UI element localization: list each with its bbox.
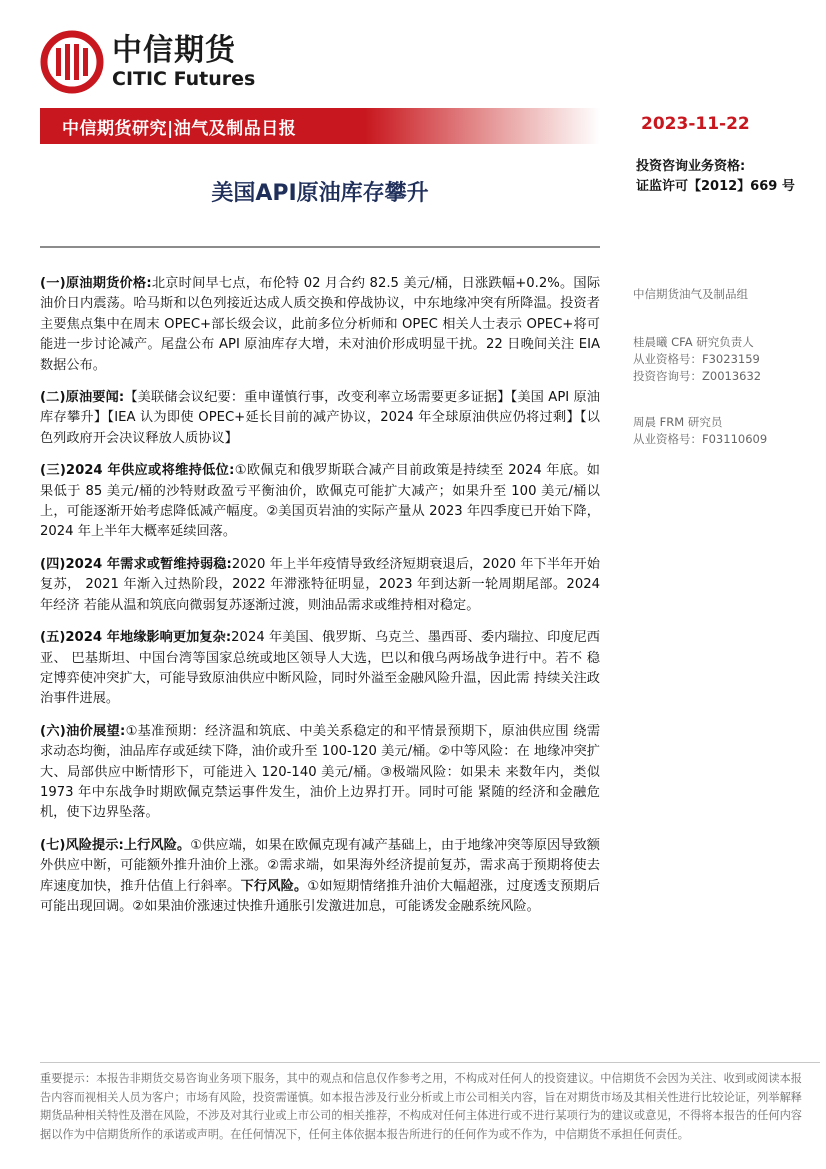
section-heading: (五)2024 年地缘影响更加复杂:: [40, 630, 232, 646]
footer-divider: [40, 1062, 820, 1063]
section-paragraph: [40, 628, 600, 710]
section-heading: (六)油价展望:: [40, 723, 126, 739]
analyst-1-qualification: 从业资格号：F3023159: [633, 352, 760, 366]
section-heading: (二)原油要闻:: [40, 390, 125, 406]
research-team: 中信期货油气及制品组: [633, 287, 748, 301]
section-paragraph: [40, 555, 600, 616]
report-title: 美国API原油库存攀升: [211, 181, 429, 206]
downside-risk-label: 下行风险。: [240, 878, 308, 894]
report-date: 2023-11-22: [641, 114, 750, 134]
section-heading: (三)2024 年供应或将维持低位:: [40, 463, 235, 479]
section-text: 【美联储会议纪要：重申谨慎行事，改变利率立场需要更多证据】【美国 API 原油库存攀升】【IEA 认为即使 OPEC+延长目前的减产协议，2024 年全球原油供应仍将过剩】【以色列政府开会决议释放人质协议】: [40, 390, 600, 446]
analyst-1-name: 桂晨曦 CFA 研究负责人: [633, 335, 754, 349]
risk-paragraph: [40, 836, 600, 918]
section-paragraph: [40, 274, 600, 376]
section-paragraph: [40, 722, 600, 824]
risk-heading: (七)风险提示:: [40, 837, 124, 853]
upside-risk-text: ①供应端，如果在欧佩克现有减产基础上，由于地缘冲突等原因导致额外供应中断，可能额外推升油价上涨。②需求端，如果海外经济提前复苏，需求高于预期将使去库速度加快，推升估值上行斜率。: [40, 837, 600, 894]
analyst-1: [633, 334, 813, 385]
section-text: 2024 年美国、俄罗斯、乌克兰、墨西哥、委内瑞拉、印度尼西亚、 巴基斯坦、中国台湾等国家总统或地区领导人大选，巴以和俄乌两场战争进行中。若不 稳定博弈使冲突扩大，可能导致原油供应中断风险，同时外溢至金融风险升温，因此需 持续关注政治事件进展。: [40, 630, 600, 707]
disclaimer: 重要提示：本报告非期货交易咨询业务项下服务，其中的观点和信息仅作参考之用，不构成对任何人的投资建议。中信期货不会因为关注、收到或阅读本报告内容而视相关人员为客户；市场有风险，投资需谨慎。如本报告涉及行业分析或上市公司相关内容，旨在对期货市场及其相关性进行比较论证，列举解释期货品种相关特性及潜在风险，不涉及对其行业或上市公司的相关推荐，不构成对任何主体进行或不进行某项行为的建议或意见，不得将本报告的任何内容据以作为中信期货所作的承诺或声明。在任何情况下，任何主体依据本报告所进行的任何作为或不作为，中信期货不承担任何责任。: [40, 1072, 802, 1141]
logo-english-name: CITIC Futures: [112, 68, 256, 90]
license-info: [636, 157, 795, 197]
citic-futures-logo: [40, 30, 255, 94]
section-text: ①欧佩克和俄罗斯联合减产目前政策是持续至 2024 年底。如果低于 85 美元/桶的沙特财政盈亏平衡油价，欧佩克可能扩大减产；如果升至 100 美元/桶以上，可能逐渐开始考虑降低减产幅度。②美国页岩油的实际产量从 2023 年四季度已开始下降，2024 年上半年大概率延续回落。: [40, 463, 600, 540]
section-heading: (四)2024 年需求或暂维持弱稳:: [40, 556, 232, 572]
banner-title: 中信期货研究|油气及制品日报: [62, 119, 297, 139]
title-divider: [40, 246, 600, 248]
section-paragraph: [40, 388, 600, 449]
report-body: [40, 274, 600, 929]
section-text: ①基准预期：经济温和筑底、中美关系稳定的和平情景预期下，原油供应围 绕需求动态均衡，油品库存或延续下降，油价或升至 100-120 美元/桶。②中等风险：在 地缘冲突扩大、局部供应中断情形下，可能进入 120-140 美元/桶。③极端风险：如果未 来数年内，类似 1973 年中东战争时期欧佩克禁运事件发生，油价上边界打开。同时可能 紧随的经济和金融危机，使下边界坠落。: [40, 723, 601, 821]
section-text: 2020 年上半年疫情导致经济短期衰退后，2020 年下半年开始复苏， 2021 年渐入过热阶段，2022 年滞涨特征明显，2023 年到达新一轮周期尾部。2024 年经济 若能从温和筑底向微弱复苏逐渐过渡，则油品需求或维持相对稳定。: [40, 556, 600, 613]
license-line-1: 投资咨询业务资格:: [636, 159, 746, 174]
analyst-2-qualification: 从业资格号：F03110609: [633, 432, 768, 446]
section-heading: (一)原油期货价格:: [40, 276, 152, 291]
report-banner: [40, 108, 600, 144]
downside-risk-text: ①如短期情绪推升油价大幅超涨，过度透支预期后可能出现回调。②如果油价涨速过快推升通胀引发激进加息，可能诱发金融系统风险。: [40, 878, 601, 914]
logo-chinese-name: 中信期货: [112, 33, 236, 68]
upside-risk-label: 上行风险。: [123, 837, 191, 853]
license-line-2: 证监许可【2012】669 号: [636, 179, 795, 194]
section-text: 北京时间早七点，布伦特 02 月合约 82.5 美元/桶，日涨跌幅+0.2%。国际油价日内震荡。哈马斯和以色列接近达成人质交换和停战协议，中东地缘冲突有所降温。投资者主要焦点集中在周末 OPEC+部长级会议，此前多位分析师和 OPEC 相关人士表示 OPEC+将可能进一步讨论减产。尾盘公布 API 原油库存大增，未对油价形成明显干扰。22 日晚间关注 EIA 数据公布。: [40, 276, 601, 373]
analyst-2-name: 周晨 FRM 研究员: [633, 415, 723, 429]
analyst-2: [633, 414, 813, 448]
citic-emblem-icon: [40, 30, 104, 94]
analyst-1-advisory-id: 投资咨询号：Z0013632: [633, 369, 762, 383]
section-paragraph: [40, 461, 600, 543]
